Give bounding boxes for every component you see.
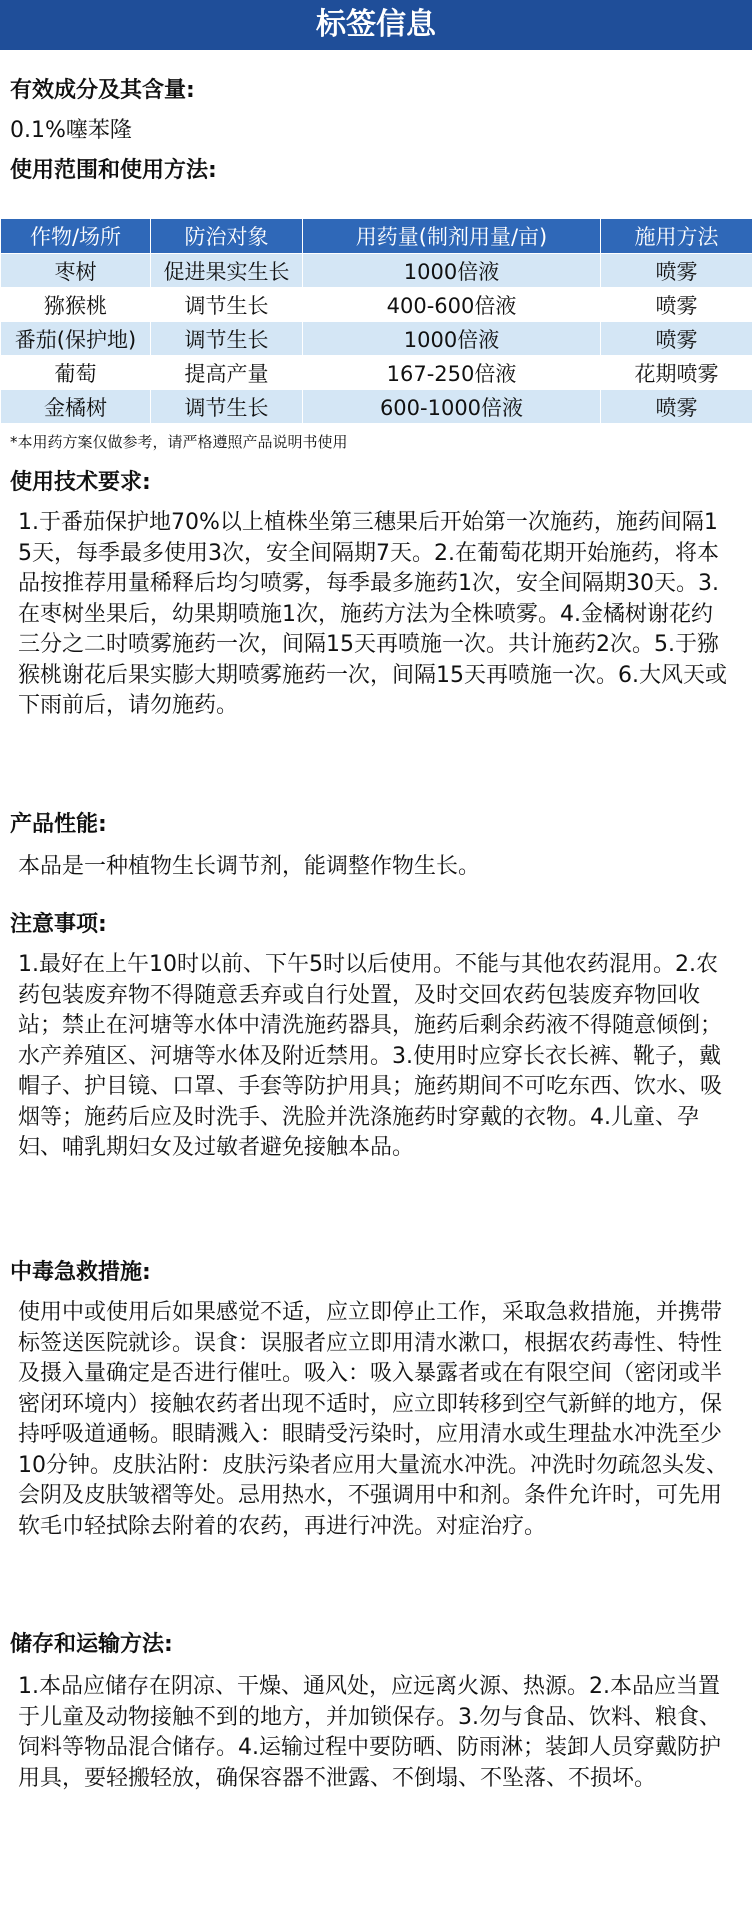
page-title-banner: 标签信息 (0, 0, 752, 50)
storage-text: 1.本品应储存在阴凉、干燥、通风处，应远离火源、热源。2.本品应当置于儿童及动物接触不到的地方，并加锁保存。3.勿与食品、饮料、粮食、饲料等物品混合储存。4.运输过程中要防晒、防雨淋；装卸人员穿戴防护用具，要轻搬轻放，确保容器不泄露、不倒塌、不坠落、不损坏。 (18, 1674, 721, 1791)
ingredient-heading: 有效成分及其含量: (10, 78, 195, 103)
table-row (1, 390, 752, 424)
cell-method: 喷雾 (601, 288, 752, 322)
cell-dosage: 1000倍液 (303, 254, 601, 288)
cell-dosage: 600-1000倍液 (303, 390, 601, 424)
table-row (1, 254, 752, 288)
storage-heading: 储存和运输方法: (10, 1632, 173, 1657)
first-aid-text: 使用中或使用后如果感觉不适，应立即停止工作，采取急救措施，并携带标签送医院就诊。误食：误服者应立即用清水漱口，根据农药毒性、特性及摄入量确定是否进行催吐。吸入：吸入暴露者或在有限空间（密闭或半密闭环境内）接触农药者出现不适时，应立即转移到空气新鲜的地方，保持呼吸道通畅。眼睛溅入：眼睛受污染时，应用清水或生理盐水冲洗至少10分钟。皮肤沾附：皮肤污染者应用大量流水冲洗。冲洗时勿疏忽头发、会阴及皮肤皱褶等处。忌用热水，不强调用中和剂。条件允许时，可先用软毛巾轻拭除去附着的农药，再进行冲洗。对症治疗。 (18, 1300, 728, 1539)
table-header-row (1, 219, 752, 254)
col-header-dosage: 用药量(制剂用量/亩) (303, 219, 601, 254)
table-row (1, 322, 752, 356)
cell-target: 调节生长 (151, 390, 303, 424)
table-row (1, 288, 752, 322)
cell-crop: 金橘树 (1, 390, 151, 424)
caution-text: 1.最好在上午10时以前、下午5时以后使用。不能与其他农药混用。2.农药包装废弃物不得随意丢弃或自行处置，及时交回农药包装废弃物回收站；禁止在河塘等水体中清洗施药器具，施药后剩余药液不得随意倾倒；水产养殖区、河塘等水体及附近禁用。3.使用时应穿长衣长裤、靴子，戴帽子、护目镜、口罩、手套等防护用具；施药期间不可吃东西、饮水、吸烟等；施药后应及时洗手、洗脸并洗涤施药时穿戴的衣物。4.儿童、孕妇、哺乳期妇女及过敏者避免接触本品。 (18, 952, 723, 1160)
cell-target: 调节生长 (151, 322, 303, 356)
cell-method: 喷雾 (601, 390, 752, 424)
cell-target: 调节生长 (151, 288, 303, 322)
performance-text: 本品是一种植物生长调节剂，能调整作物生长。 (18, 854, 481, 879)
col-header-crop: 作物/场所 (1, 219, 151, 254)
cell-crop: 猕猴桃 (1, 288, 151, 322)
table-note: *本用药方案仅做参考，请严格遵照产品说明书使用 (10, 433, 348, 451)
tech-requirements-text: 1.于番茄保护地70%以上植株坐第三穗果后开始第一次施药，施药间隔15天，每季最多使用3次，安全间隔期7天。2.在葡萄花期开始施药，将本品按推荐用量稀释后均匀喷雾，每季最多施药1次，安全间隔期30天。3.在枣树坐果后，幼果期喷施1次，施药方法为全株喷雾。4.金橘树谢花约三分之二时喷雾施药一次，间隔15天再喷施一次。共计施药2次。5.于猕猴桃谢花后果实膨大期喷雾施药一次，间隔15天再喷施一次。6.大风天或下雨前后，请勿施药。 (18, 510, 727, 718)
dosage-table (0, 218, 752, 424)
cell-crop: 葡萄 (1, 356, 151, 390)
cell-dosage: 167-250倍液 (303, 356, 601, 390)
table-row (1, 356, 752, 390)
cell-method: 喷雾 (601, 254, 752, 288)
col-header-target: 防治对象 (151, 219, 303, 254)
cell-crop: 番茄(保护地) (1, 322, 151, 356)
cell-crop: 枣树 (1, 254, 151, 288)
caution-heading: 注意事项: (10, 912, 107, 937)
ingredient-value: 0.1%噻苯隆 (10, 118, 132, 143)
cell-method: 花期喷雾 (601, 356, 752, 390)
performance-heading: 产品性能: (10, 812, 107, 837)
cell-dosage: 1000倍液 (303, 322, 601, 356)
tech-requirements-heading: 使用技术要求: (10, 470, 151, 495)
cell-target: 提高产量 (151, 356, 303, 390)
cell-target: 促进果实生长 (151, 254, 303, 288)
cell-method: 喷雾 (601, 322, 752, 356)
first-aid-heading: 中毒急救措施: (10, 1260, 151, 1285)
usage-heading: 使用范围和使用方法: (10, 158, 217, 183)
col-header-method: 施用方法 (601, 219, 752, 254)
cell-dosage: 400-600倍液 (303, 288, 601, 322)
